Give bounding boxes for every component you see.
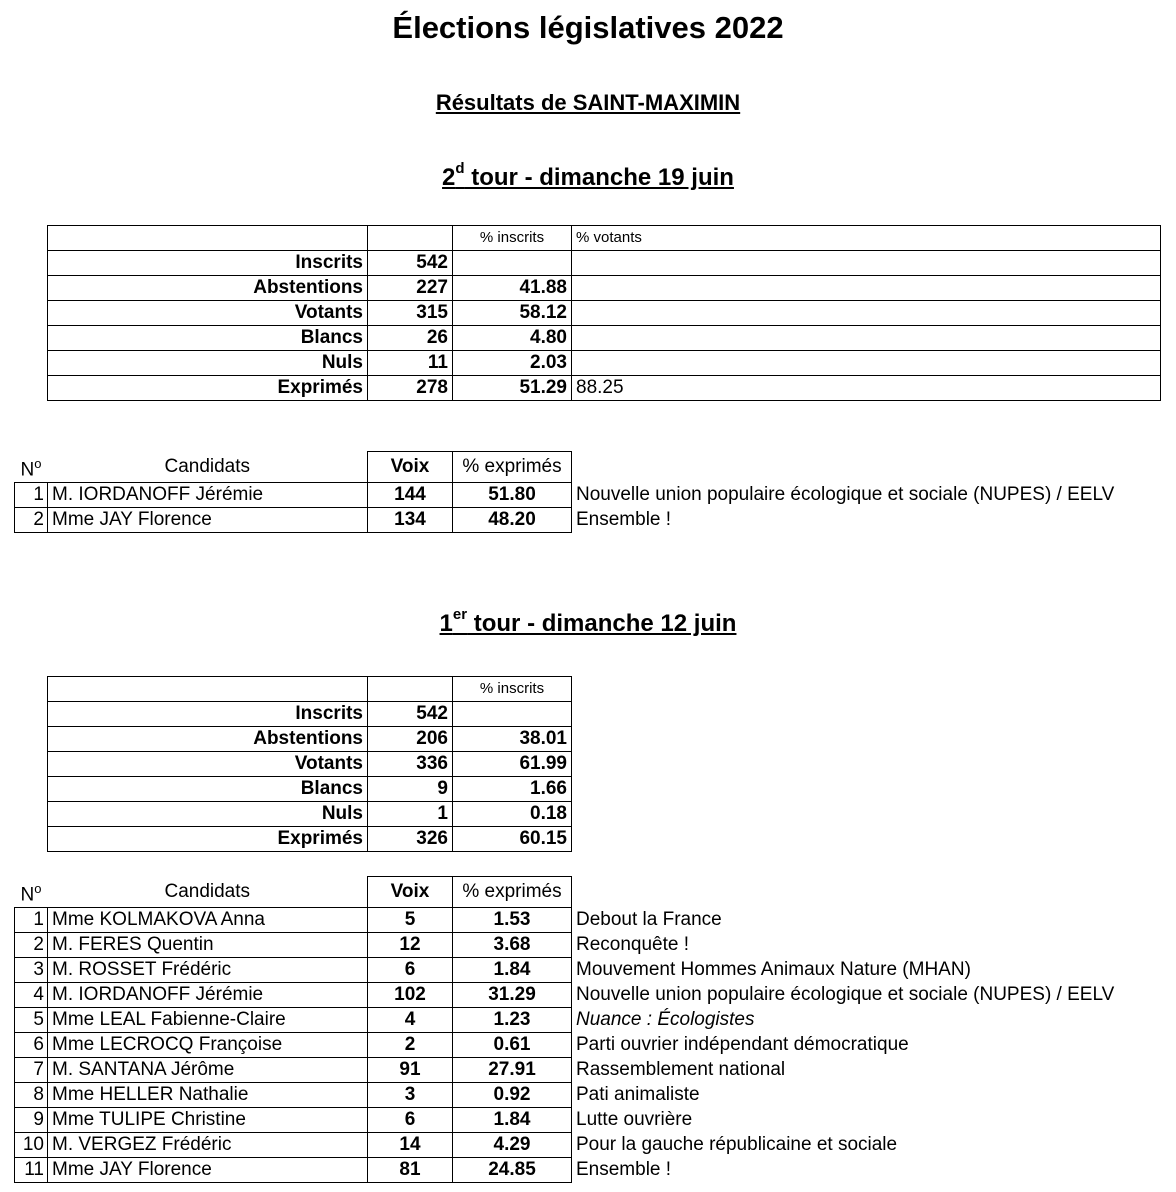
- round1-heading: [0, 606, 1176, 638]
- stats-header-blank: [368, 226, 453, 251]
- stats-value: 11: [368, 351, 453, 376]
- stats-row: [48, 727, 572, 752]
- stats-label: Inscrits: [48, 702, 368, 727]
- candidate-party: Pour la gauche républicaine et sociale: [576, 1133, 898, 1155]
- candidate-number: 7: [15, 1057, 48, 1082]
- stats-label: Exprimés: [48, 827, 368, 852]
- stats-row: [48, 326, 1161, 351]
- pct-inscrits-header: % inscrits: [453, 677, 572, 702]
- stats-row: [48, 276, 1161, 301]
- candidate-number: 2: [15, 932, 48, 957]
- stats-value: 326: [368, 827, 453, 852]
- candidate-number: 6: [15, 1032, 48, 1057]
- candidate-pct: 31.29: [453, 982, 572, 1007]
- candidate-voix: 14: [368, 1132, 453, 1157]
- candidate-number: 4: [15, 982, 48, 1007]
- candidate-row: [15, 1082, 1165, 1107]
- candidate-row: [15, 1032, 1165, 1057]
- page-subtitle: Résultats de SAINT-MAXIMIN: [435, 90, 741, 115]
- candidate-voix: 6: [368, 957, 453, 982]
- stats-label: Nuls: [48, 802, 368, 827]
- party-header-blank: [572, 877, 1165, 908]
- stats-header-row: [48, 677, 572, 702]
- candidate-voix: 3: [368, 1082, 453, 1107]
- candidate-pct: 1.84: [453, 957, 572, 982]
- candidate-number: 9: [15, 1107, 48, 1132]
- round2-stats-table: [47, 225, 1161, 401]
- candidate-number: 5: [15, 1007, 48, 1032]
- candidate-voix: 81: [368, 1157, 453, 1182]
- stats-label: Votants: [48, 301, 368, 326]
- stats-row: [48, 752, 572, 777]
- candidate-party: Lutte ouvrière: [576, 1108, 693, 1130]
- candidate-pct: 1.84: [453, 1107, 572, 1132]
- party-header-blank: [572, 452, 1165, 483]
- candidate-number: 1: [15, 482, 48, 507]
- candidate-voix: 134: [368, 507, 453, 532]
- pct-exprimes-header: % exprimés: [453, 452, 572, 483]
- candidate-row: [15, 1107, 1165, 1132]
- stats-pct-inscrits: 1.66: [453, 777, 572, 802]
- round1-stats-table: [47, 676, 572, 852]
- candidate-party: Ensemble !: [576, 508, 672, 530]
- stats-label: Inscrits: [48, 251, 368, 276]
- stats-row: [48, 827, 572, 852]
- stats-pct-inscrits: 41.88: [453, 276, 572, 301]
- pct-exprimes-header: % exprimés: [453, 877, 572, 908]
- candidate-voix: 91: [368, 1057, 453, 1082]
- candidate-row: [15, 1057, 1165, 1082]
- candidate-party: Parti ouvrier indépendant démocratique: [576, 1033, 909, 1055]
- stats-pct-votants: 88.25: [572, 376, 1161, 401]
- stats-value: 315: [368, 301, 453, 326]
- stats-pct-inscrits: 58.12: [453, 301, 572, 326]
- page-title: Élections législatives 2022: [392, 10, 784, 45]
- no-header-label: N: [20, 458, 35, 480]
- candidate-party: Rassemblement national: [576, 1058, 786, 1080]
- stats-value: 227: [368, 276, 453, 301]
- stats-pct-votants: [572, 276, 1161, 301]
- stats-pct-votants: [572, 251, 1161, 276]
- stats-row: [48, 777, 572, 802]
- candidate-row: [15, 1157, 1165, 1182]
- no-header-sup: o: [34, 880, 42, 896]
- candidate-name: Mme KOLMAKOVA Anna: [48, 907, 368, 932]
- candidate-row: [15, 507, 1165, 532]
- candidate-row: [15, 1007, 1165, 1032]
- candidate-pct: 1.23: [453, 1007, 572, 1032]
- candidates-header-row: [15, 452, 1165, 483]
- candidate-party: Reconquête !: [576, 933, 690, 955]
- stats-label: Exprimés: [48, 376, 368, 401]
- stats-row: [48, 376, 1161, 401]
- candidate-pct: 3.68: [453, 932, 572, 957]
- round2-heading-rest: tour - dimanche 19 juin: [464, 164, 734, 191]
- stats-pct-inscrits: [453, 251, 572, 276]
- candidate-pct: 0.92: [453, 1082, 572, 1107]
- candidate-number: 1: [15, 907, 48, 932]
- candidate-name: M. VERGEZ Frédéric: [48, 1132, 368, 1157]
- candidate-row: [15, 957, 1165, 982]
- round2-heading-num: 2: [442, 164, 456, 191]
- candidate-name: Mme JAY Florence: [48, 507, 368, 532]
- round2-heading-sup: d: [455, 160, 465, 177]
- candidate-voix: 5: [368, 907, 453, 932]
- stats-header-blank: [48, 226, 368, 251]
- candidate-name: M. IORDANOFF Jérémie: [48, 482, 368, 507]
- stats-pct-inscrits: [453, 702, 572, 727]
- stats-label: Abstentions: [48, 727, 368, 752]
- candidate-pct: 51.80: [453, 482, 572, 507]
- candidate-row: [15, 482, 1165, 507]
- candidate-name: Mme HELLER Nathalie: [48, 1082, 368, 1107]
- candidate-pct: 1.53: [453, 907, 572, 932]
- candidates-header-row: [15, 877, 1165, 908]
- candidate-name: M. SANTANA Jérôme: [48, 1057, 368, 1082]
- candidate-pct: 48.20: [453, 507, 572, 532]
- stats-pct-inscrits: 38.01: [453, 727, 572, 752]
- candidate-name: Mme LECROCQ Françoise: [48, 1032, 368, 1057]
- stats-value: 9: [368, 777, 453, 802]
- candidate-pct: 27.91: [453, 1057, 572, 1082]
- stats-pct-votants: [572, 301, 1161, 326]
- stats-value: 542: [368, 702, 453, 727]
- candidate-row: [15, 932, 1165, 957]
- candidate-name: Mme TULIPE Christine: [48, 1107, 368, 1132]
- round2-candidates-table: [14, 451, 1165, 533]
- candidate-number: 2: [15, 507, 48, 532]
- candidate-party: Nouvelle union populaire écologique et sociale (NUPES) / EELV: [576, 983, 1115, 1005]
- stats-header-blank: [368, 677, 453, 702]
- stats-pct-votants: [572, 326, 1161, 351]
- voix-header: Voix: [368, 877, 453, 908]
- stats-value: 206: [368, 727, 453, 752]
- voix-header: Voix: [368, 452, 453, 483]
- stats-row: [48, 301, 1161, 326]
- stats-pct-inscrits: 61.99: [453, 752, 572, 777]
- stats-pct-inscrits: 2.03: [453, 351, 572, 376]
- candidates-header: Candidats: [48, 452, 368, 483]
- round1-heading-num: 1: [439, 610, 453, 637]
- round1-candidates-table: [14, 876, 1165, 1183]
- candidate-pct: 0.61: [453, 1032, 572, 1057]
- stats-label: Blancs: [48, 326, 368, 351]
- stats-value: 278: [368, 376, 453, 401]
- stats-pct-inscrits: 0.18: [453, 802, 572, 827]
- stats-pct-inscrits: 51.29: [453, 376, 572, 401]
- stats-row: [48, 702, 572, 727]
- candidate-party: Nuance : Écologistes: [576, 1008, 755, 1030]
- candidate-party: Debout la France: [576, 908, 722, 930]
- stats-label: Blancs: [48, 777, 368, 802]
- candidate-party: Ensemble !: [576, 1158, 672, 1180]
- candidate-number: 8: [15, 1082, 48, 1107]
- stats-value: 1: [368, 802, 453, 827]
- candidate-party: Nouvelle union populaire écologique et sociale (NUPES) / EELV: [576, 483, 1115, 505]
- stats-row: [48, 351, 1161, 376]
- round2-heading: [0, 160, 1176, 192]
- stats-pct-votants: [572, 351, 1161, 376]
- stats-label: Nuls: [48, 351, 368, 376]
- candidate-voix: 2: [368, 1032, 453, 1057]
- candidate-pct: 24.85: [453, 1157, 572, 1182]
- candidate-name: Mme LEAL Fabienne-Claire: [48, 1007, 368, 1032]
- candidate-party: Mouvement Hommes Animaux Nature (MHAN): [576, 958, 971, 980]
- no-header: [15, 877, 48, 908]
- stats-pct-inscrits: 60.15: [453, 827, 572, 852]
- stats-pct-inscrits: 4.80: [453, 326, 572, 351]
- pct-inscrits-header: % inscrits: [453, 226, 572, 251]
- candidate-row: [15, 982, 1165, 1007]
- candidate-name: M. ROSSET Frédéric: [48, 957, 368, 982]
- stats-row: [48, 251, 1161, 276]
- candidate-name: M. FERES Quentin: [48, 932, 368, 957]
- round1-heading-sup: er: [452, 606, 468, 623]
- stats-label: Abstentions: [48, 276, 368, 301]
- candidate-number: 3: [15, 957, 48, 982]
- candidate-row: [15, 1132, 1165, 1157]
- round1-heading-rest: tour - dimanche 12 juin: [467, 610, 737, 637]
- candidate-party: Pati animaliste: [576, 1083, 700, 1105]
- candidate-voix: 12: [368, 932, 453, 957]
- candidate-name: Mme JAY Florence: [48, 1157, 368, 1182]
- candidate-voix: 4: [368, 1007, 453, 1032]
- stats-value: 542: [368, 251, 453, 276]
- candidate-pct: 4.29: [453, 1132, 572, 1157]
- candidate-number: 11: [15, 1157, 48, 1182]
- stats-value: 26: [368, 326, 453, 351]
- no-header: [15, 452, 48, 483]
- stats-label: Votants: [48, 752, 368, 777]
- candidate-row: [15, 907, 1165, 932]
- candidate-voix: 102: [368, 982, 453, 1007]
- candidates-header: Candidats: [48, 877, 368, 908]
- stats-header-row: [48, 226, 1161, 251]
- candidate-voix: 144: [368, 482, 453, 507]
- stats-value: 336: [368, 752, 453, 777]
- stats-row: [48, 802, 572, 827]
- no-header-label: N: [20, 883, 35, 905]
- candidate-voix: 6: [368, 1107, 453, 1132]
- no-header-sup: o: [34, 455, 42, 471]
- candidate-name: M. IORDANOFF Jérémie: [48, 982, 368, 1007]
- pct-votants-header: % votants: [572, 226, 1161, 251]
- candidate-number: 10: [15, 1132, 48, 1157]
- stats-header-blank: [48, 677, 368, 702]
